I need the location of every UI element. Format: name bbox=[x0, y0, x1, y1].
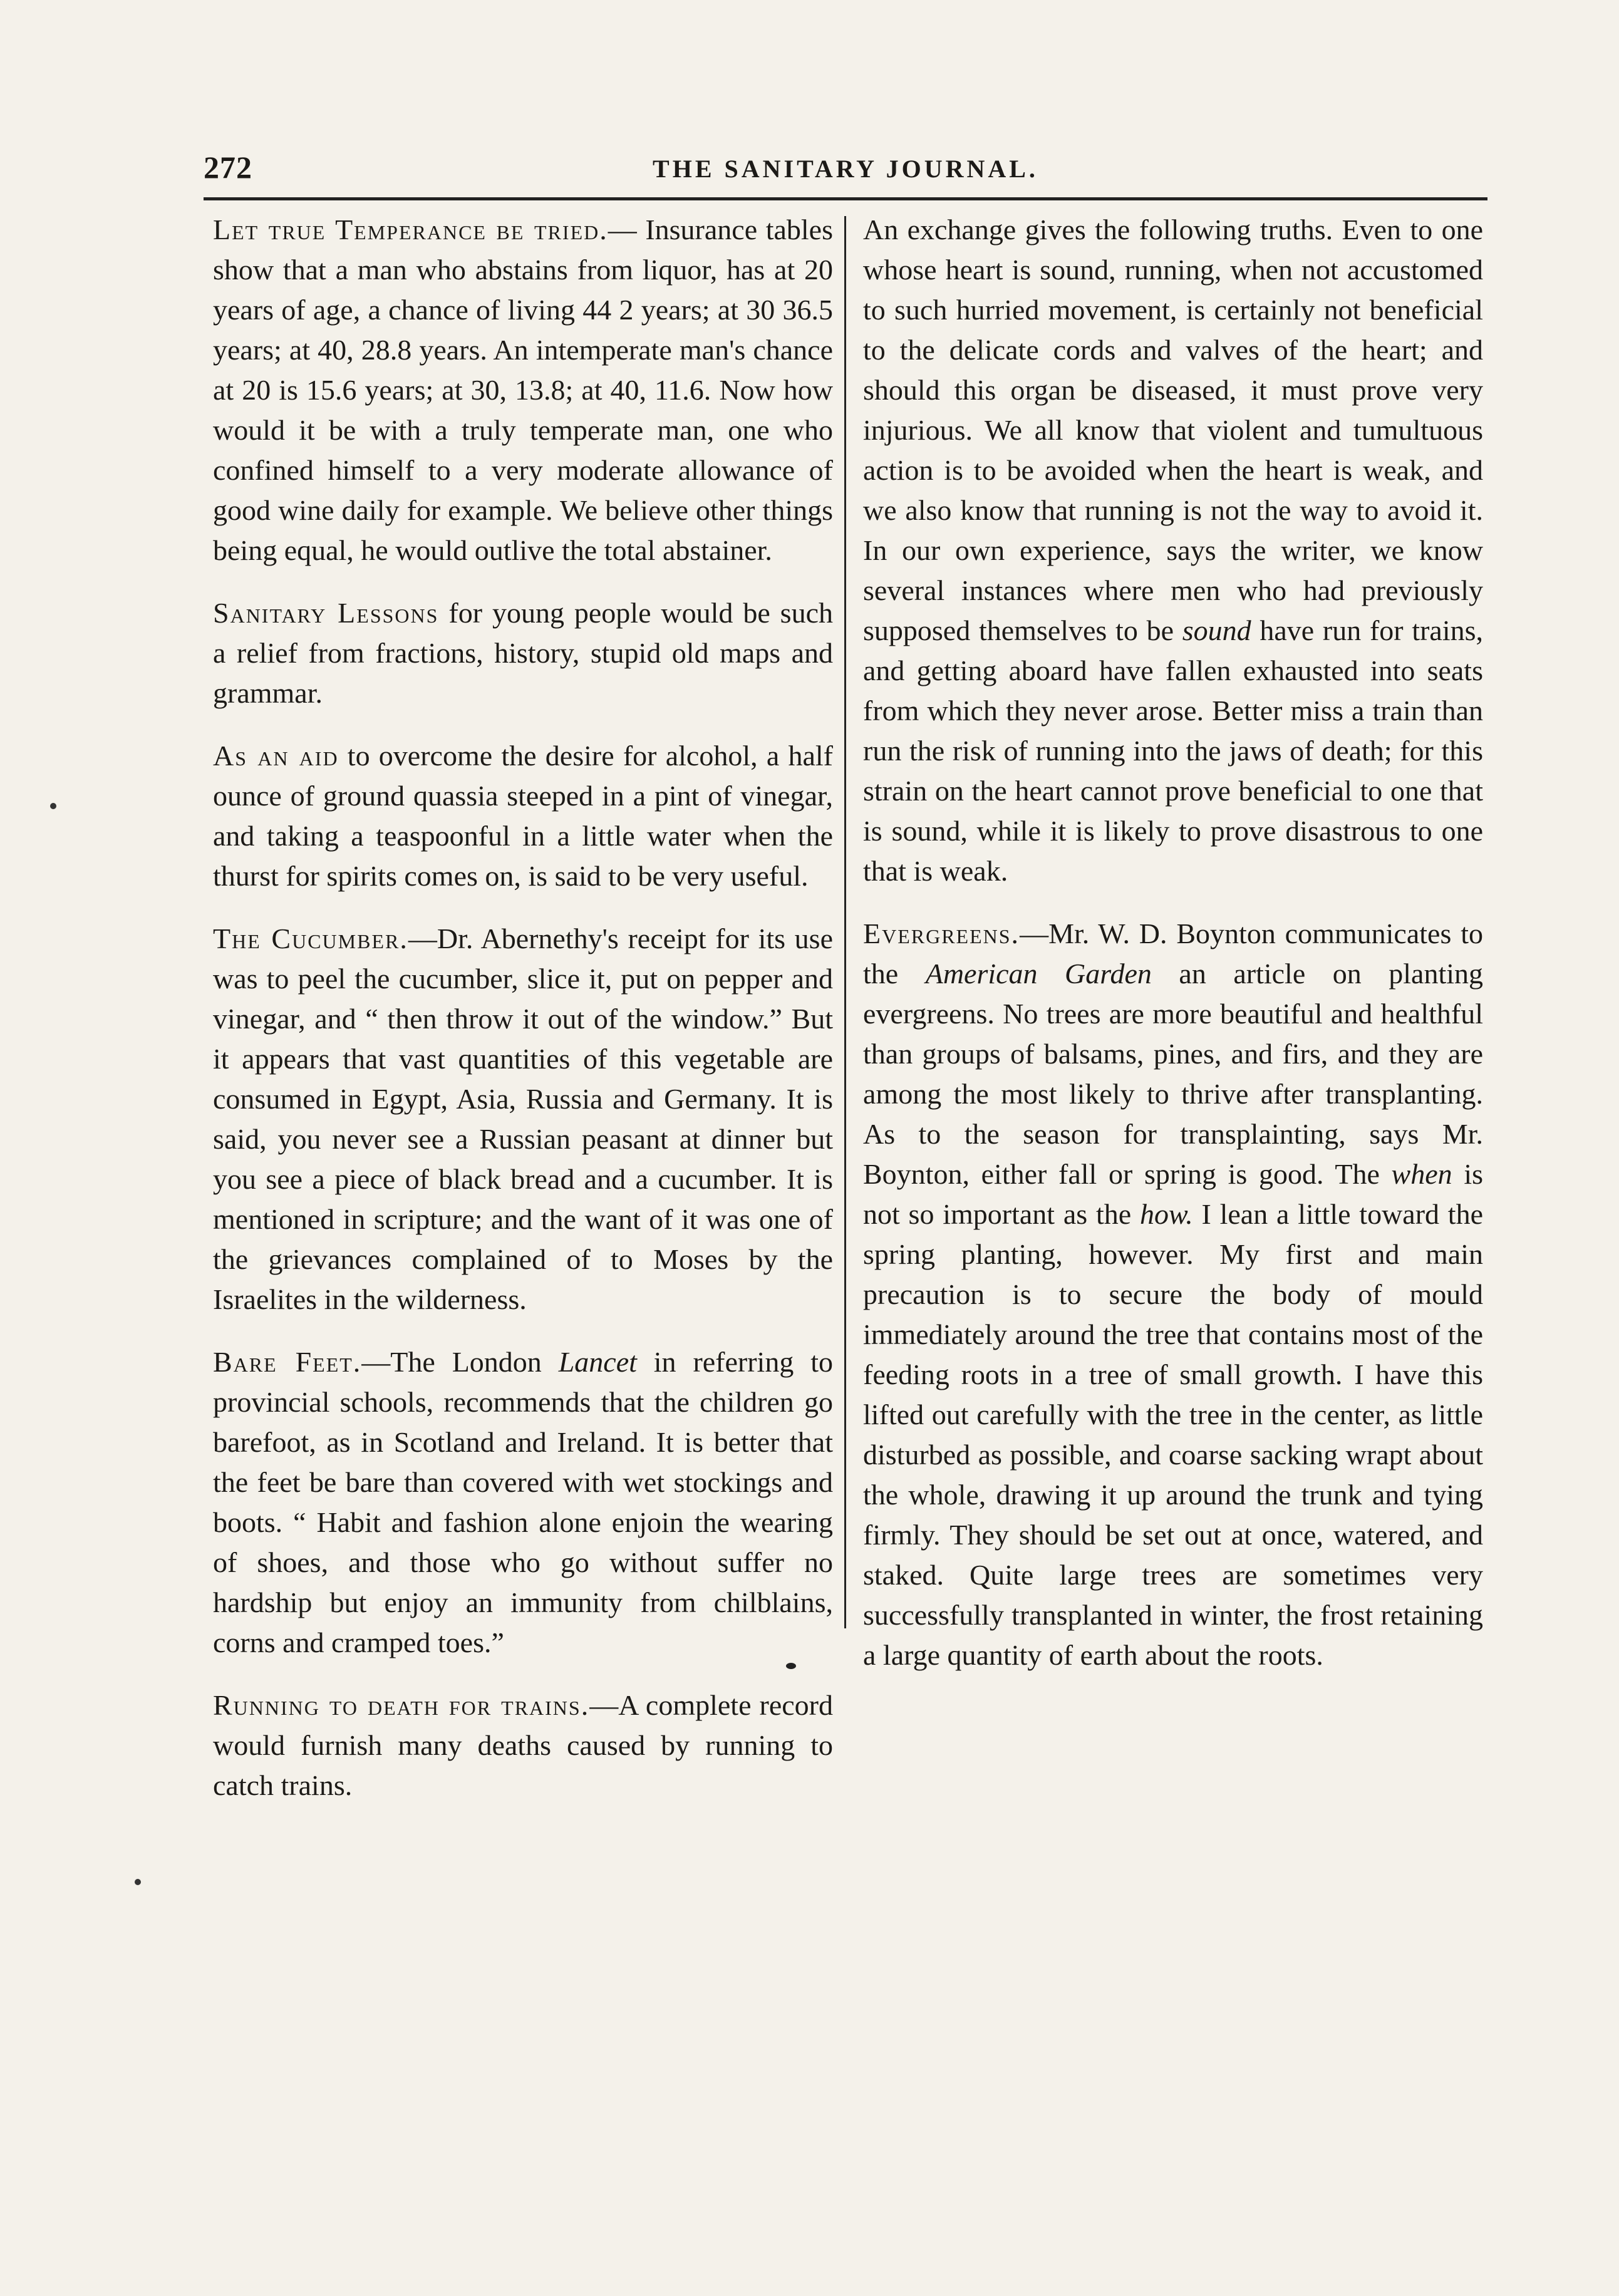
article-evergreens: Evergreens.—Mr. W. D. Boynton communicates to the American Garden an article on planting evergreens. No trees are more beautiful and healthful than groups of balsams, pines, and firs, and they are among the most likely to thrive after transplanting. As to the season for transplainting, says Mr. Boynton, either fall or spring is good. The when is not so important as the how. I lean a little toward the spring planting, however. My first and main precaution is to secure the body of mould immediately around the tree that contains most of the feeding roots in a tree of small growth. I have this lifted out carefully with the tree in the center, as little disturbed as possible, and coarse sacking wrapt about the whole, drawing it up around the trunk and tying firmly. They should be set out at once, watered, and staked. Quite large trees are sometimes very successfully transplanted in winter, the frost retaining a large quantity of earth about the roots. bbox=[863, 918, 1484, 1671]
article-heading: Bare Feet. bbox=[213, 1346, 362, 1378]
header-rule bbox=[204, 197, 1487, 200]
page-number: 272 bbox=[204, 150, 252, 185]
column-divider bbox=[844, 216, 846, 1628]
article-body: Dr. Abernethy's receipt for its use was to peel the cucumber, slice it, put on pepper and vinegar, and “ then throw it out of the window.” But it appears that vast quantities of this vegetable are consumed in Egypt, Asia, Russia and Germany. It is said, you never see a Russian peasant at dinner but you see a piece of black bread and a cucumber. It is mentioned in scripture; and the want of it was one of the grievances complained of to Moses by the Israelites in the wilderness. bbox=[213, 923, 834, 1315]
running-head: THE SANITARY JOURNAL. bbox=[653, 155, 1038, 183]
article-heading: Let true Temperance be tried. bbox=[213, 214, 608, 246]
left-column bbox=[213, 210, 833, 1828]
article-heading: Evergreens. bbox=[863, 918, 1020, 949]
article-cucumber: The Cucumber.—Dr. Abernethy's receipt for its use was to peel the cucumber, slice it, put on pepper and vinegar, and “ then throw it out of the window.” But it appears that vast quantities of this vegetable are consumed in Egypt, Asia, Russia and Germany. It is said, you never see a Russian peasant at dinner but you see a piece of black bread and a cucumber. It is mentioned in scripture; and the want of it was one of the grievances complained of to Moses by the Israelites in the wilderness. bbox=[213, 923, 834, 1315]
article-body: Insurance tables show that a man who abstains from liquor, has at 20 years of age, a chance of living 44 2 years; at 30 36.5 years; at 40, 28.8 years. An intemperate man's chance at 20 is 15.6 years; at 30, 13.8; at 40, 11.6. Now how would it be with a truly temperate man, one who confined himself to a very moderate allowance of good wine daily for example. We believe other things being equal, he would outlive the total abstainer. bbox=[213, 214, 833, 566]
page-header bbox=[204, 149, 1487, 193]
article-temperance: Let true Temperance be tried.— Insurance tables show that a man who abstains from liquor, has at 20 years of age, a chance of living 44 2 years; at 30 36.5 years; at 40, 28.8 years. An intemperate man's chance at 20 is 15.6 years; at 30, 13.8; at 40, 11.6. Now how would it be with a truly temperate man, one who confined himself to a very moderate allowance of good wine daily for example. We believe other things being equal, he would outlive the total abstainer. bbox=[213, 214, 833, 566]
article-body: to overcome the desire for alcohol, a half ounce of ground quassia steeped in a pint of vinegar, and taking a teaspoonful in a little water when the thurst for spirits comes on, is said to be very useful. bbox=[213, 740, 833, 892]
scan-speck bbox=[135, 1879, 141, 1885]
scan-speck bbox=[786, 1663, 796, 1669]
article-sanitary-lessons bbox=[213, 593, 833, 713]
publication-name: American Garden bbox=[925, 958, 1152, 990]
scan-speck bbox=[50, 803, 56, 809]
article-running-continued: An exchange gives the following truths. Even to one whose heart is sound, running, when not accustomed to such hurried movement, is certainly not beneficial to the delicate cords and valves of the heart; and should this organ be diseased, it must prove very injurious. We all know that violent and tumultuous action is to be avoided when the heart is weak, and we also know that running is not the way to avoid it. In our own experience, says the writer, we know several instances where men who had previously supposed themselves to be sound have run for trains, and getting aboard have fallen exhausted into seats from which they never arose. Better miss a train than run the risk of running into the jaws of death; for this strain on the heart cannot prove beneficial to one that is sound, while it is likely to prove disastrous to one that is weak. bbox=[863, 214, 1484, 887]
right-column bbox=[863, 210, 1483, 1698]
article-heading: Sanitary Lessons bbox=[213, 597, 439, 629]
article-running: Running to death for trains.—A complete record would furnish many deaths caused by running to catch trains. bbox=[213, 1689, 833, 1801]
publication-name: Lancet bbox=[558, 1346, 637, 1378]
article-heading: As an aid bbox=[213, 740, 339, 772]
article-body: A complete record would furnish many deaths caused by running to catch trains. bbox=[213, 1689, 833, 1801]
article-heading: The Cucumber. bbox=[213, 923, 408, 954]
article-body: for young people would be such a relief from fractions, history, stupid old maps and grammar. bbox=[213, 597, 834, 709]
article-heading: Running to death for trains. bbox=[213, 1689, 590, 1721]
article-bare-feet: Bare Feet.—The London Lancet in referring to provincial schools, recommends that the children go barefoot, as in Scotland and Ireland. It is better that the feet be bare than covered with wet stockings and boots. “ Habit and fashion alone enjoin the wearing of shoes, and those who go without suffer no hardship but enjoy an immunity from chilblains, corns and cramped toes.” bbox=[213, 1346, 834, 1658]
article-aid bbox=[213, 736, 833, 896]
